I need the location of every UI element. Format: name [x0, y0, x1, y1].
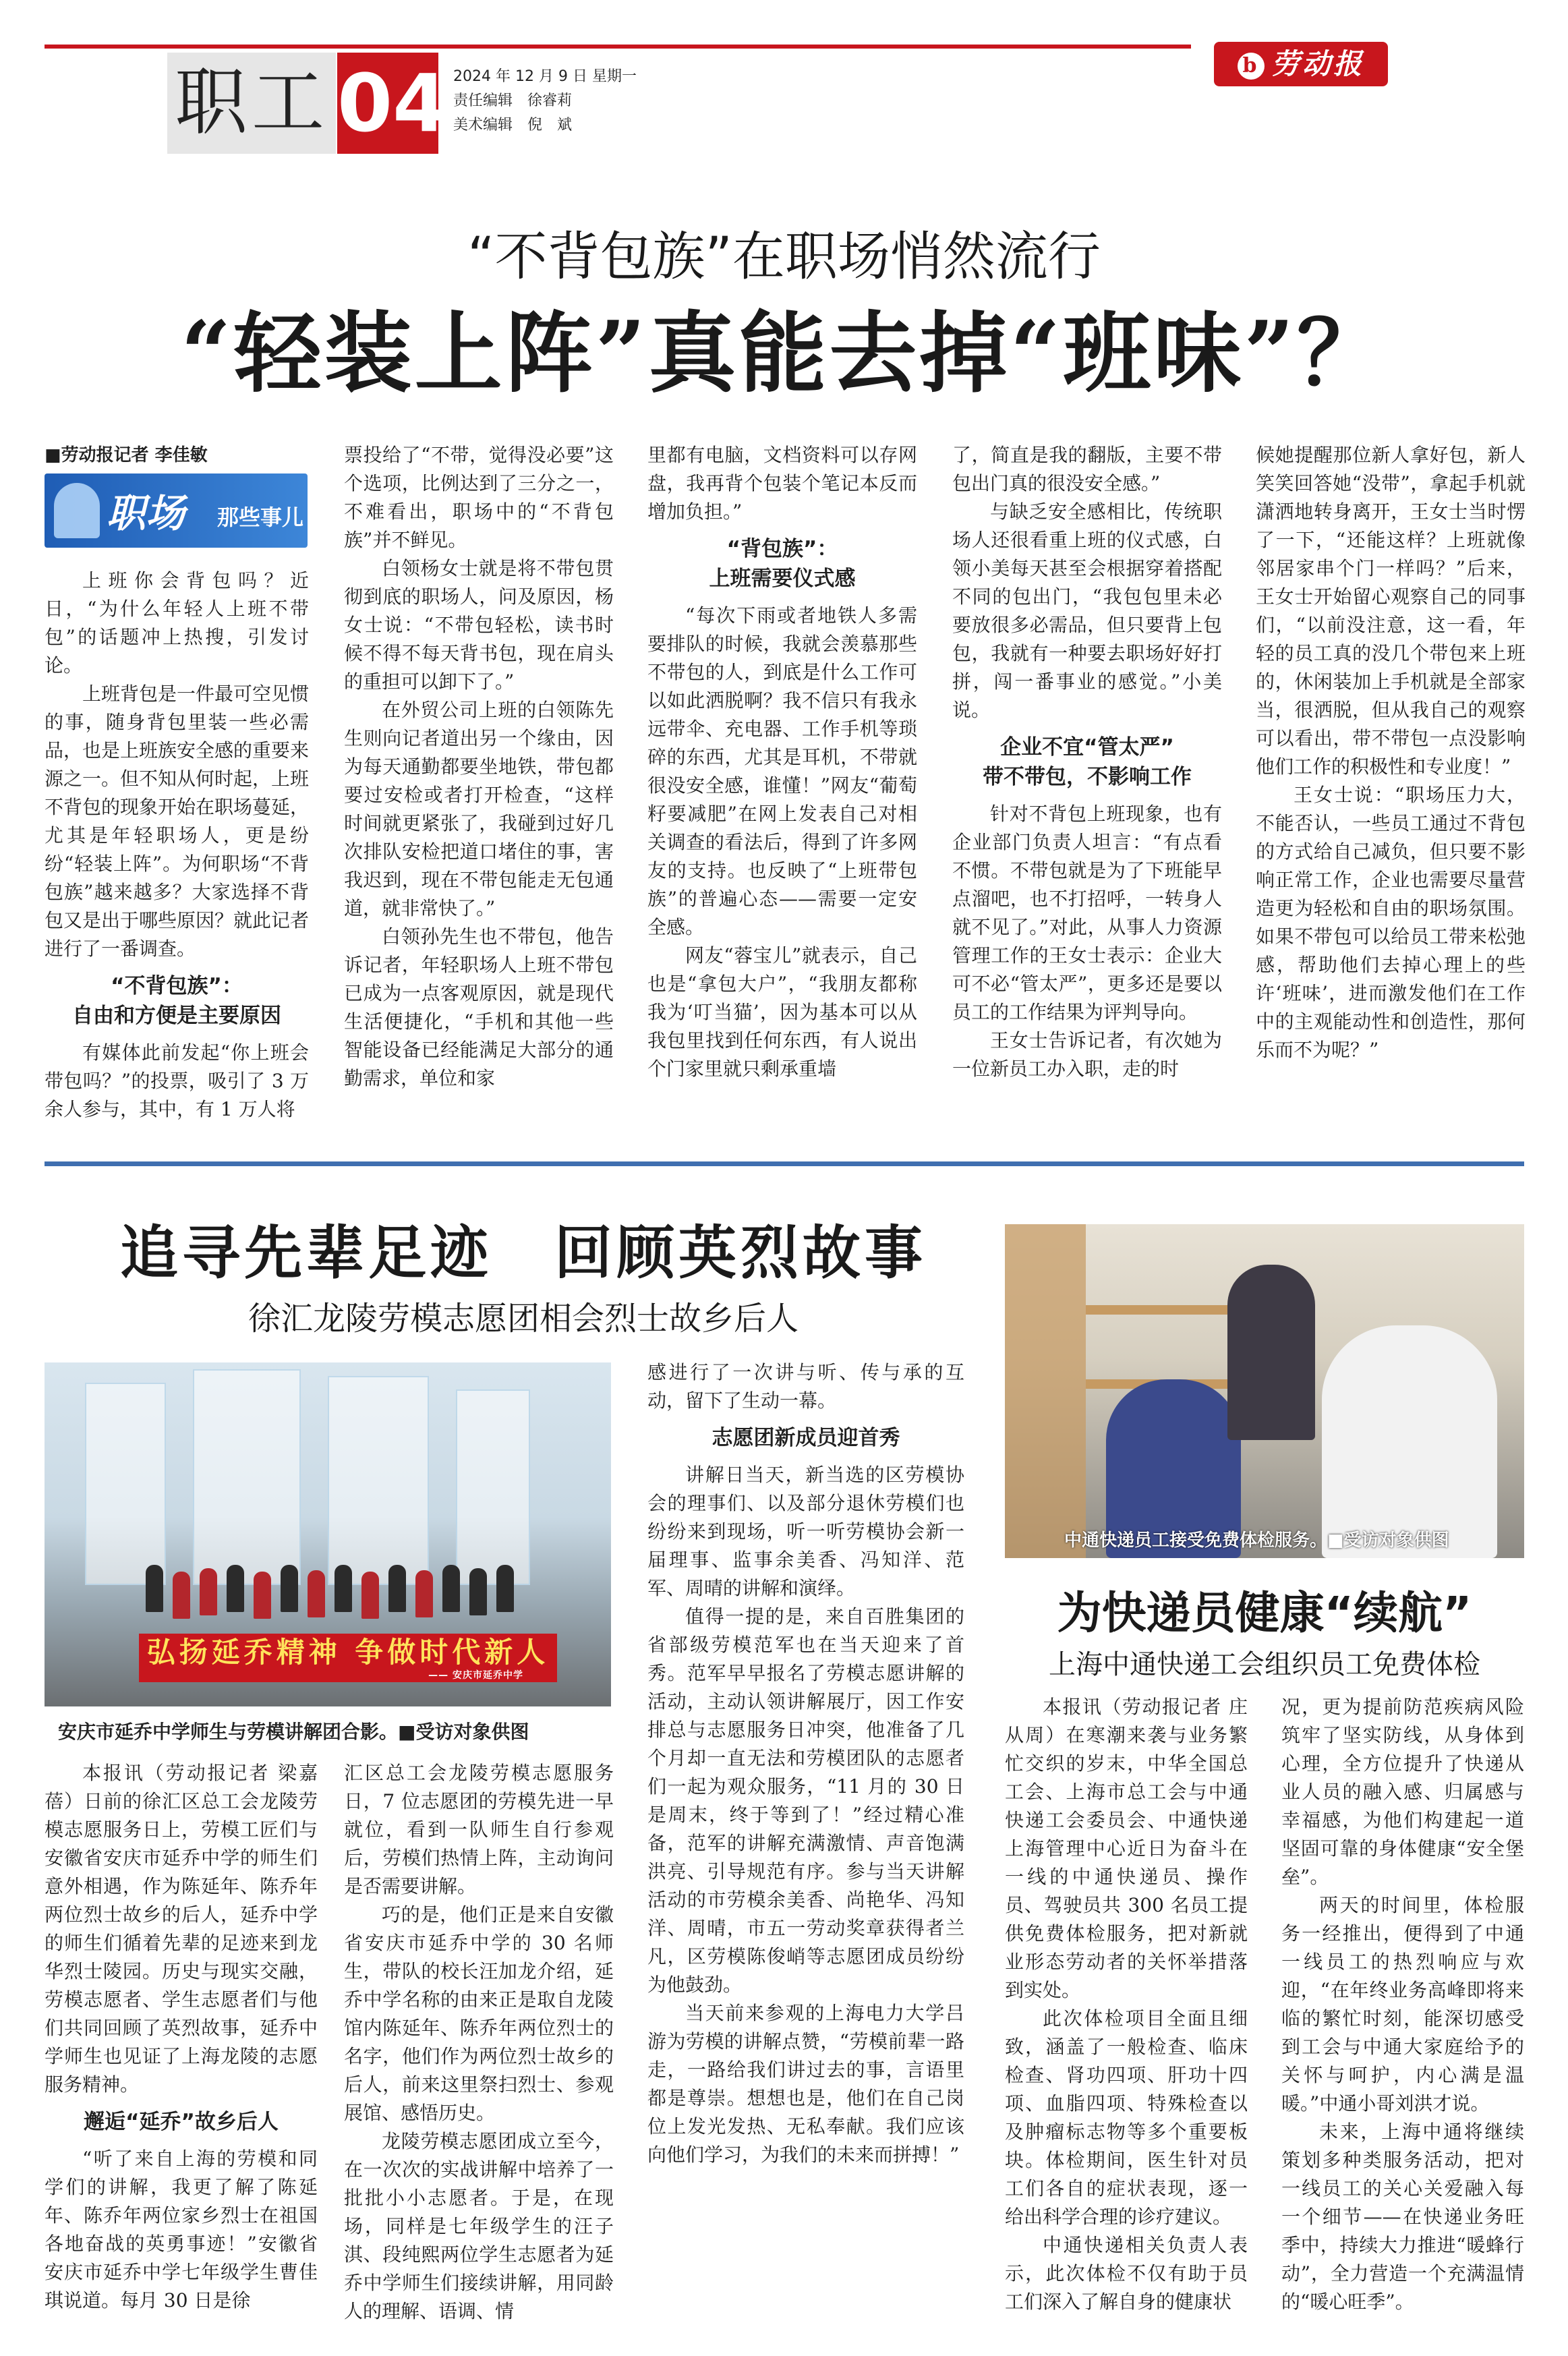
story1-column-2	[344, 441, 614, 1093]
paragraph: 汇区总工会龙陵劳模志愿服务日，7 位志愿团的劳模先进一早就位，看到一队师生自行参观后，劳模们热情上阵，主动询问是否需要讲解。	[344, 1762, 614, 1897]
issue-art-editor: 美术编辑 倪 斌	[453, 117, 573, 134]
person	[496, 1565, 514, 1612]
paragraph: 里都有电脑，文档资料可以存网盘，我再背个包装个笔记本反而增加负担。”	[647, 444, 917, 523]
masthead	[1214, 42, 1388, 86]
ice-sculpture	[328, 1376, 429, 1585]
story3-subhead: 上海中通快递工会组织员工免费体检	[1049, 1649, 1480, 1680]
person	[227, 1565, 244, 1612]
story2-subhead-2: 志愿团新成员迎首秀	[712, 1426, 900, 1450]
story2-headline: 追寻先辈足迹 回顾英烈故事	[120, 1219, 927, 1287]
ice-sculpture	[456, 1389, 530, 1585]
banner-text: 弘扬延乔精神 争做时代新人	[146, 1636, 550, 1669]
story1-subhead-2: “背包族”： 上班需要仪式感	[709, 537, 856, 591]
paragraph: 未来，上海中通将继续策划多种类服务活动，把对一线员工的关心关爱融入每一个细节——在快递业务旺季中，持续大力推进“暖蜂行动”，全力营造一个充满温情的“暖心旺季”。	[1281, 2121, 1524, 2313]
page-number: 04	[337, 53, 438, 154]
paragraph: “听了来自上海的劳模和同学们的讲解，我更了解了陈延年、陈乔年两位家乡烈士在祖国各地奋战的英勇事迹！”安徽省安庆市延乔中学七年级学生曹佳琪说道。每月 30 日是徐	[45, 2148, 318, 2311]
person	[469, 1568, 487, 1615]
paragraph: 况，更为提前防范疾病风险筑牢了坚实防线，从身体到心理，全方位提升了快递从业人员的融入感、归属感与幸福感，为他们构建起一道坚固可靠的身体健康“安全堡垒”。	[1281, 1696, 1524, 1888]
paragraph: 本报讯（劳动报记者 梁嘉蓓）日前的徐汇区总工会龙陵劳模志愿服务日上，劳模工匠们与安徽省安庆市延乔中学的师生们意外相遇，作为陈延年、陈乔年两位烈士故乡的后人，延乔中学的师生们循着先辈的足迹来到龙华烈士陵园。历史与现实交融，劳模志愿者、学生志愿者们与他们共同回顾了英烈故事，延乔中学师生也见证了上海龙陵的志愿服务精神。	[45, 1762, 318, 2096]
story3-headline: 为快递员健康“续航”	[1057, 1587, 1472, 1639]
issue-info	[453, 65, 637, 138]
story1-column-3	[647, 441, 917, 1083]
paragraph: 两天的时间里，体检服务一经推出，便得到了中通一线员工的热烈响应与欢迎，“在年终业务高峰即将来临的繁忙时刻，能深切感受到工会与中通大家庭给予的关怀与呵护，内心满是温暖。”中通小哥刘洪才说。	[1281, 1894, 1524, 2115]
person	[361, 1572, 379, 1619]
banner-signature: —— 安庆市延乔中学	[428, 1670, 523, 1681]
photo-banner	[139, 1634, 557, 1682]
paragraph: 王女士说：“职场压力大，不能否认，一些员工通过不背包的方式给自己减负，但只要不影响正常工作，企业也需要尽量营造更为轻松和自由的职场氛围。如果不带包可以给员工带来松弛感，帮助他们去掉心理上的些许‘班味’，进而激发他们在工作中的主观能动性和创造性，那何乐而不为呢？”	[1256, 784, 1526, 1061]
story1-subhead-3: 企业不宜“管太严” 带不带包，不影响工作	[983, 735, 1192, 789]
paragraph: 白领孙先生也不带包，他告诉记者，年轻职场人上班不带包已成为一点客观原因，就是现代生活便捷化，“手机和其他一些智能设备已经能满足大部分的通勤需求，单位和家	[344, 925, 614, 1089]
paragraph: 上班背包是一件最可空见惯的事，随身背包里装一些必需品，也是上班族安全感的重要来源之一。但不知从何时起，上班不背包的现象开始在职场蔓延，尤其是年轻职场人，更是纷纷“轻装上阵”。为何职场“不背包族”越来越多？大家选择不背包又是出于哪些原因？就此记者进行了一番调查。	[45, 683, 310, 960]
person	[146, 1565, 163, 1612]
paragraph: 王女士告诉记者，有次她为一位新员工办入职，走的时	[952, 1029, 1222, 1080]
paragraph: 值得一提的是，来自百胜集团的省部级劳模范军也在当天迎来了首秀。范军早早报名了劳模志愿讲解的活动，主动认领讲解展厅，因工作安排总与志愿服务日冲突，他准备了几个月却一直无法和劳模团队的志愿者们一起为观众服务，“11 月的 30 日是周末，终于等到了！”经过精心准备，范军的讲解充满激情、声音饱满洪亮、引导规范有序。参与当天讲解活动的市劳模余美香、尚艳华、冯知洋、周晴，市五一劳动奖章获得者兰凡，区劳模陈俊峭等志愿团成员纷纷为他鼓劲。	[647, 1605, 964, 1996]
person	[335, 1565, 352, 1612]
story1-column-1	[45, 441, 309, 469]
paragraph: 了，简直是我的翻版，主要不带包出门真的很没安全感。”	[952, 444, 1222, 494]
story2-subhead: 徐汇龙陵劳模志愿团相会烈士故乡后人	[248, 1300, 798, 1338]
badge-figure-icon	[54, 483, 100, 538]
paragraph: 针对不背包上班现象，也有企业部门负责人坦言：“有点看不惯。不带包就是为了下班能早点溜吧，也不打招呼，一转身人就不见了。”对此，从事人力资源管理工作的王女士表示：企业大可不必“管太严”，更多还是要以员工的工作结果为评判导向。	[952, 803, 1222, 1023]
ice-sculpture	[85, 1383, 166, 1585]
paragraph: 中通快递相关负责人表示，此次体检不仅有助于员工们深入了解自身的健康状	[1005, 2234, 1248, 2313]
person	[281, 1565, 298, 1612]
story1-byline: ■劳动报记者 李佳敏	[45, 445, 208, 465]
person	[254, 1572, 271, 1619]
paragraph: 在外贸公司上班的白领陈先生则向记者道出另一个缘由，因为每天通勤都要坐地铁，带包都要过安检或者打开检查，“这样时间就更紧张了，我碰到过好几次排队安检把道口堵住的事，害我迟到，现在不带包能走无包通道，就非常快了。”	[344, 699, 614, 919]
person	[388, 1565, 406, 1612]
paragraph: 有媒体此前发起“你上班会带包吗？”的投票，吸引了 3 万余人参与，其中，有 1 万人将	[45, 1041, 309, 1120]
paragraph: 此次体检项目全面且细致，涵盖了一般检查、临床检查、肾功四项、肝功十四项、血脂四项、特殊检查以及肿瘤标志物等多个重要板块。体检期间，医生针对员工们各自的症状表现，逐一给出科学合理的诊疗建议。	[1005, 2007, 1248, 2228]
paragraph: 票投给了“不带，觉得没必要”这个选项，比例达到了三分之一，不难看出，职场中的“不背包族”并不鲜见。	[344, 444, 614, 551]
staff-figure	[1227, 1265, 1315, 1440]
issue-date: 2024 年 12 月 9 日 星期一	[453, 68, 637, 85]
section-name: 职工	[167, 53, 336, 154]
paragraph: 与缺乏安全感相比，传统职场人还很看重上班的仪式感，白领小美每天甚至会根据穿着搭配不同的包出门，“我包包里未必要放很多必需品，但只要背上包包，我就有一种要去职场好好打拼，闯一番事业的感觉。”小美说。	[952, 500, 1222, 721]
story1-headline: “轻装上阵”真能去掉“班味”？	[180, 301, 1388, 405]
person	[415, 1570, 433, 1617]
paragraph: 巧的是，他们正是来自安徽省安庆市延乔中学的 30 名师生，带队的校长汪加龙介绍，延乔中学名称的由来正是取自龙陵馆内陈延年、陈乔年两位烈士的名字，他们作为两位烈士故乡的后人，前来这里祭扫烈士、参观展馆、感悟历史。	[344, 1903, 614, 2124]
masthead-title: 劳动报	[1271, 47, 1364, 80]
paragraph: 讲解日当天，新当选的区劳模协会的理事们、以及部分退休劳模们也纷纷来到现场，听一听劳模协会新一届理事、监事余美香、冯知洋、范军、周晴的讲解和演绎。	[647, 1464, 964, 1599]
paragraph: 当天前来参观的上海电力大学吕游为劳模的讲解点赞，“劳模前辈一路走，一路给我们讲过去的事，言语里都是尊崇。想想也是，他们在自己岗位上发光发热、无私奉献。我们应该向他们学习，为我们的未来而拼搏！”	[647, 2002, 964, 2166]
column-badge	[45, 473, 308, 548]
person	[200, 1568, 217, 1615]
story2-column-3	[647, 1358, 964, 2169]
paragraph: 网友“蓉宝儿”就表示，自己也是“拿包大户”，“我朋友都称我为‘叮当猫’，因为基本可以从我包里找到任何东西，有人说出个门家里就只剩承重墙	[647, 944, 917, 1080]
paragraph: 上班你会背包吗？近日，“为什么年轻人上班不带包”的话题冲上热搜，引发讨论。	[45, 569, 309, 677]
story1-column-5	[1256, 441, 1526, 1064]
doctor-figure	[1322, 1325, 1497, 1558]
paragraph: 白领杨女士就是将不带包贯彻到底的职场人，问及原因，杨女士说：“不带包轻松，读书时候不得不每天背书包，现在肩头的重担可以卸下了。”	[344, 557, 614, 693]
story1-column-4	[952, 441, 1222, 1083]
top-red-rule	[45, 45, 1191, 49]
story2-column-1	[45, 1759, 318, 2315]
person	[308, 1570, 325, 1617]
paragraph: 本报讯（劳动报记者 庄从周）在寒潮来袭与业务繁忙交织的岁末，中华全国总工会、上海市总工会与中通快递工会委员会、中通快递上海管理中心近日为奋斗在一线的中通快递员、操作员、驾驶员共 300 名员工提供免费体检服务，把对新就业形态劳动者的关怀举措落到实处。	[1005, 1696, 1248, 2001]
badge-subtitle: 那些事儿	[217, 505, 304, 530]
paragraph: “每次下雨或者地铁人多需要排队的时候，我就会羡慕那些不带包的人，到底是什么工作可以如此洒脱啊？我不信只有我永远带伞、充电器、工作手机等琐碎的东西，尤其是耳机，不带就很没安全感，谁懂！”网友“葡萄籽要减肥”在网上发表自己对相关调查的看法后，得到了许多网友的支持。也反映了“上班带包族”的普遍心态——需要一定安全感。	[647, 604, 917, 938]
photo1-caption: 安庆市延乔中学师生与劳模讲解团合影。■受访对象供图	[58, 1721, 529, 1743]
story1-subhead-1: “不背包族”： 自由和方便是主要原因	[72, 974, 281, 1028]
medical-checkup-photo	[1005, 1224, 1524, 1558]
paragraph: 龙陵劳模志愿团成立至今，在一次次的实战讲解中培养了一批批小小志愿者。于是，在现场，同样是七年级学生的汪子淇、段纯熙两位学生志愿者为延乔中学师生们接续讲解，用同龄人的理解、语调、情	[344, 2130, 614, 2322]
story3-column-1	[1005, 1693, 1248, 2316]
story2-subhead-1: 邂逅“延乔”故乡后人	[84, 2110, 279, 2134]
person	[442, 1565, 460, 1612]
paragraph: 候她提醒那位新人拿好包，新人笑笑回答她“没带”，拿起手机就潇洒地转身离开，王女士当时愣了一下，“还能这样？上班就像邻居家串个门一样吗？”后来，王女士开始留心观察自己的同事们，“以前没注意，这一看，年轻的员工真的没几个带包来上班的，休闲装加上手机就是全部家当，很洒脱，但从我自己的观察可以看出，带不带包一点没影响他们工作的积极性和专业度！”	[1256, 444, 1526, 778]
story1-column-1-body	[45, 567, 309, 1124]
ice-sculpture	[193, 1369, 301, 1585]
story2-column-2	[344, 1759, 614, 2326]
person	[173, 1572, 190, 1619]
story1-kicker: “不背包族”在职场悄然流行	[467, 227, 1101, 287]
story3-column-2	[1281, 1693, 1524, 2316]
issue-editor: 责任编辑 徐睿莉	[453, 92, 573, 109]
group-photo	[45, 1362, 611, 1706]
photo2-caption: 中通快递员工接受免费体检服务。■受访对象供图	[1064, 1530, 1449, 1551]
badge-title: 职场	[107, 490, 185, 536]
bookshelf	[1005, 1224, 1086, 1558]
masthead-logo-icon: b	[1238, 53, 1265, 80]
section-divider	[45, 1161, 1524, 1166]
paragraph: 感进行了一次讲与听、传与承的互动，留下了生动一幕。	[647, 1361, 964, 1412]
